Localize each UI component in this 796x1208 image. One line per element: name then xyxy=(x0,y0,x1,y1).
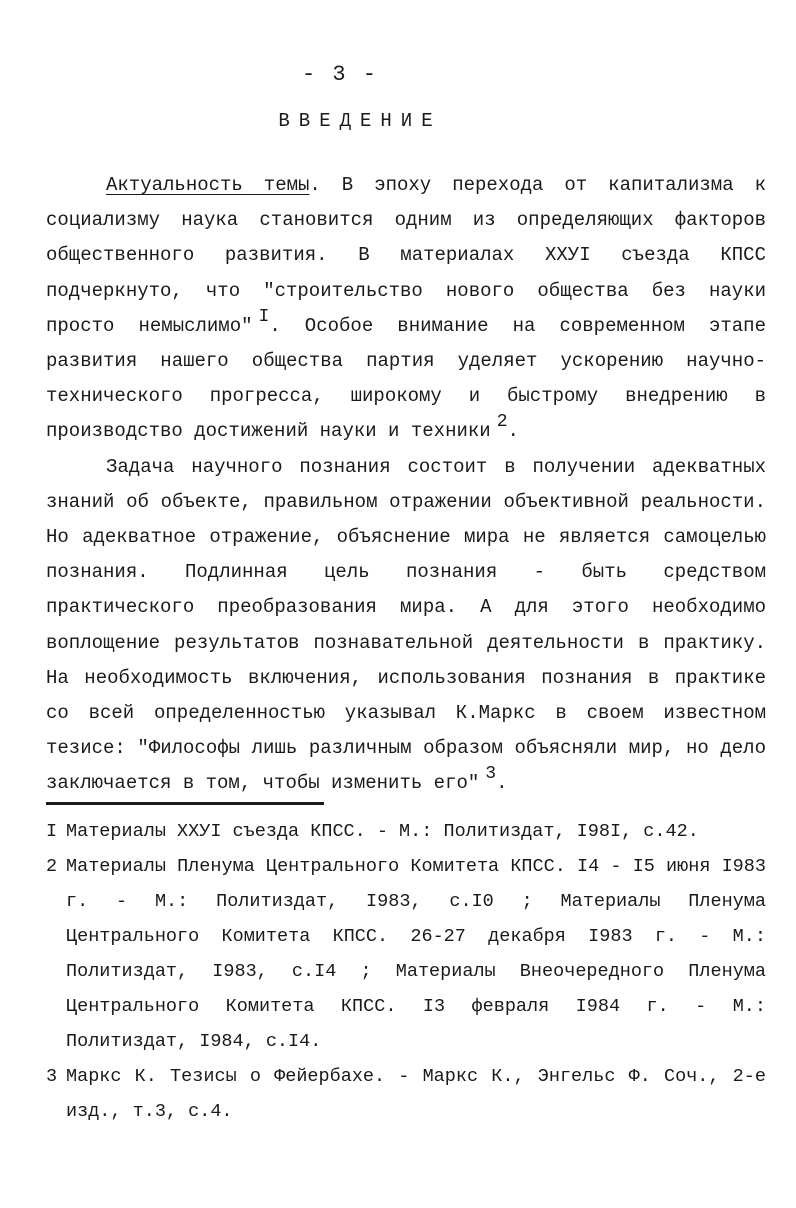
page-number: - 3 - xyxy=(301,62,378,87)
footnote-number: I xyxy=(46,821,58,842)
footnote-text: Материалы Пленума Центрального Комитета КПСС. I4 - I5 июня I983 г. - М.: Политиздат, I983, с.I0 ; Материалы Пленума Центрального Комитета КПСС. 26-27 декабря I983 г. - М.: Политиздат, I983, с.I4 ; Материалы Внеочередного Пленума Центрального Комитета КПСС. I3 февраля I984 г. - М.: Политиздат, I984, с.I4. xyxy=(66,856,766,1052)
body-text xyxy=(46,168,766,802)
paragraph-relevance xyxy=(46,168,766,450)
footnote-item xyxy=(46,1059,766,1129)
paragraph-task xyxy=(46,450,766,802)
footnote-item xyxy=(46,814,766,849)
paragraph-text: . В эпоху перехода от капитализма к социализму наука становится одним из определяющих факторов общественного развития. В материалах XXУI съезда КПСС подчеркнуто, что "строительство нового общества без науки просто немыслимо" xyxy=(46,174,766,337)
paragraph-text: . Особое внимание на современном этапе развития нашего общества партия уделяет ускорению научно-технического прогресса, широкому и быстрому внедрению в производство достижений науки и техники xyxy=(46,314,766,443)
footnote-number: 2 xyxy=(46,856,58,877)
footnote-text: Материалы XXУI съезда КПСС. - М.: Политиздат, I98I, с.42. xyxy=(66,821,699,842)
footnote-ref-3: 3 xyxy=(485,764,497,785)
footnote-item xyxy=(46,849,766,1059)
paragraph-end: . xyxy=(496,772,508,795)
footnote-ref-1: I xyxy=(258,306,270,327)
footnote-number: 3 xyxy=(46,1066,58,1087)
section-heading: ВВЕДЕНИЕ xyxy=(278,110,442,132)
footnote-text: Маркс К. Тезисы о Фейербахе. - Маркс К., Энгельс Ф. Соч., 2-е изд., т.3, с.4. xyxy=(66,1066,766,1122)
subhead-relevance: Актуальность темы xyxy=(106,174,310,196)
footnote-ref-2: 2 xyxy=(496,412,508,433)
paragraph-end: . xyxy=(507,420,519,443)
footnotes xyxy=(46,814,766,1129)
paragraph-text: Задача научного познания состоит в получении адекватных знаний об объекте, правильном отражении объективной реальности. Но адекватное отражение, объяснение мира не является самоцелью познания. Подлинная цель познания - быть средством практического преобразования мира. А для этого необходимо воплощение результатов познавательной деятельности в практику. На необходимость включения, использования познания в практике со всей определенностью указывал К.Маркс в своем известном тезисе: "Философы лишь различным образом объясняли мир, но дело заключается в том, чтобы изменить его" xyxy=(46,455,766,795)
footnote-divider xyxy=(46,802,324,805)
